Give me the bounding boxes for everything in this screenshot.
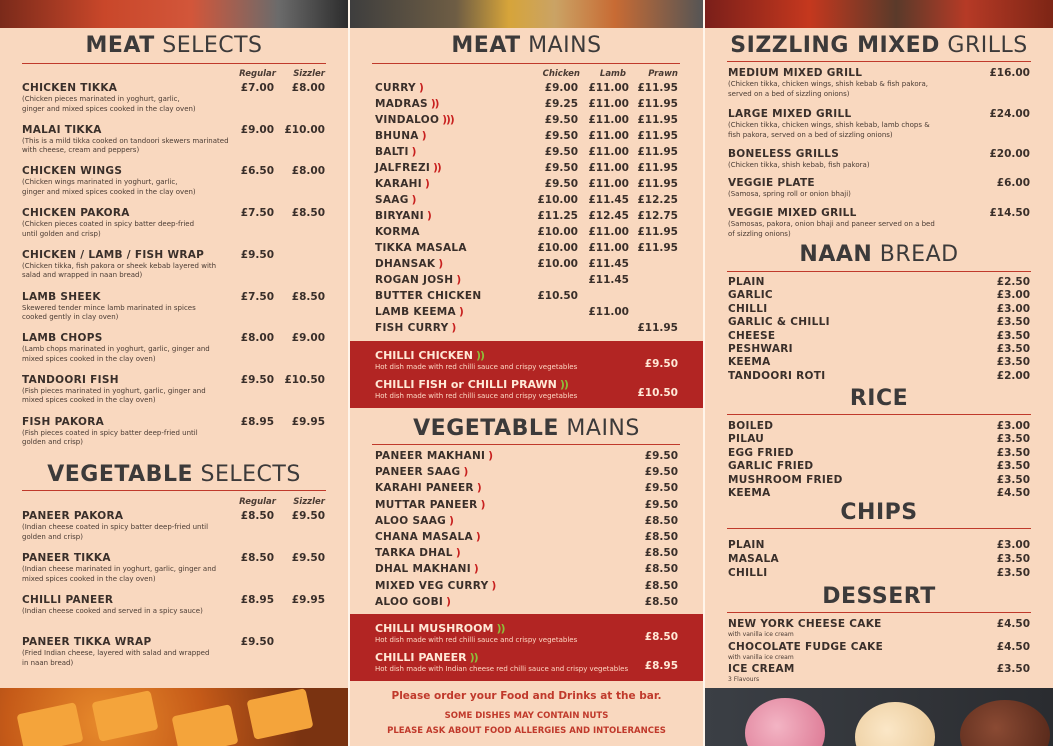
menu-item-name: CHICKEN WINGS xyxy=(22,165,123,178)
chilli-icon: ) xyxy=(456,274,461,286)
price: £2.00 xyxy=(996,369,1030,382)
menu-item-label: CHANA MASALA xyxy=(375,531,473,543)
special-description: Hot dish made with red chilli sauce and crispy vegetables xyxy=(375,363,578,371)
chilli-icon: ) xyxy=(491,579,496,592)
section-title-meat-selects: MEAT SELECTS xyxy=(85,33,263,58)
special-description: Hot dish made with red chilli sauce and crispy vegetables xyxy=(375,636,578,644)
price-lamb: £11.00 xyxy=(588,162,629,174)
section-title-vegetable-mains: VEGETABLE MAINS xyxy=(413,416,640,441)
price-regular: £8.50 xyxy=(240,510,274,522)
menu-item-description: (Chicken tikka, fish pakora or sheek kebab layered with salad and wrapped in naan bread) xyxy=(22,261,217,280)
menu-item-label: PANEER SAAG xyxy=(375,466,461,479)
chilli-icon: ) xyxy=(473,563,478,576)
price-regular: £8.95 xyxy=(240,594,274,606)
price-prawn: £11.95 xyxy=(637,82,678,94)
price: £6.00 xyxy=(996,177,1030,189)
menu-item-name: BONELESS GRILLS xyxy=(728,148,840,160)
price-sizzler: £9.50 xyxy=(291,510,325,522)
menu-item-label: DHAL MAKHANI xyxy=(375,563,471,576)
menu-item-description: with vanilla ice cream xyxy=(728,653,794,661)
price-prawn: £11.95 xyxy=(637,162,678,174)
price: £9.50 xyxy=(644,450,678,462)
divider xyxy=(727,612,1031,613)
menu-item-name: CHICKEN PAKORA xyxy=(22,207,130,220)
price: £3.50 xyxy=(996,473,1030,486)
food-photo-curry xyxy=(350,0,703,28)
menu-item-label: BIRYANI xyxy=(375,210,424,222)
section-title-dessert: DESSERT xyxy=(822,584,936,609)
menu-item-description: (Indian cheese marinated in yoghurt, garlic, ginger and mixed spices cooked in the clay oven) xyxy=(22,565,217,583)
menu-item-label: BUTTER CHICKEN xyxy=(375,290,482,302)
price: £3.00 xyxy=(996,302,1030,315)
price-prawn: £11.95 xyxy=(637,322,678,334)
chilli-icon: ) xyxy=(418,82,423,94)
section-title-vegetable-selects: VEGETABLE SELECTS xyxy=(47,462,301,487)
price-regular: £7.00 xyxy=(240,82,274,94)
menu-item-name: CHICKEN TIKKA xyxy=(22,82,118,94)
chilli-icon: )) xyxy=(469,651,478,664)
menu-item-label: PANEER MAKHANI xyxy=(375,450,486,462)
price-prawn: £11.95 xyxy=(637,226,678,238)
section-title-rice: RICE xyxy=(849,386,909,411)
menu-item-name: LARGE MIXED GRILL xyxy=(728,108,852,120)
food-photo-tandoori xyxy=(0,0,348,28)
price: £3.50 xyxy=(996,567,1030,579)
chilli-icon: ) xyxy=(449,514,453,527)
menu-item-name xyxy=(375,114,454,126)
price-lamb: £11.45 xyxy=(588,258,629,270)
special-price: £8.95 xyxy=(644,660,678,672)
price: £3.50 xyxy=(996,329,1030,342)
price-sizzler: £9.95 xyxy=(291,415,325,428)
menu-item-description: (Chicken tikka, chicken wings, shish kebab & fish pakora, served on a bed of sizzling onions) xyxy=(728,80,928,98)
price-lamb: £12.45 xyxy=(588,210,629,222)
price-regular: £9.50 xyxy=(240,636,274,648)
menu-item-label: DHANSAK xyxy=(375,258,436,270)
menu-item-name: LAMB SHEEK xyxy=(22,290,101,303)
menu-item-name: PILAU xyxy=(728,433,765,446)
menu-item-name: PANEER TIKKA xyxy=(22,552,111,564)
price-prawn: £11.95 xyxy=(637,98,678,110)
price: £16.00 xyxy=(989,67,1030,79)
column-header-prawn: Prawn xyxy=(648,69,678,79)
price: £9.50 xyxy=(644,466,678,479)
price-prawn: £11.95 xyxy=(637,130,678,142)
price-lamb: £11.00 xyxy=(588,178,629,190)
special-band xyxy=(350,614,703,681)
menu-item-name xyxy=(375,98,438,110)
menu-item-name: CHILLI xyxy=(728,567,768,579)
menu-item-name xyxy=(375,596,450,608)
menu-item-label: MIXED VEG CURRY xyxy=(375,579,489,592)
price-sizzler: £8.50 xyxy=(291,207,325,220)
menu-item-description: (Chicken pieces coated in spicy batter deep-fried until golden and crisp) xyxy=(22,220,195,238)
menu-item-label: SAAG xyxy=(375,194,409,206)
allergy-notice: PLEASE ASK ABOUT FOOD ALLERGIES AND INTOLERANCES xyxy=(387,726,666,736)
price: £3.00 xyxy=(996,420,1030,432)
menu-item-name xyxy=(375,563,478,575)
price: £4.50 xyxy=(996,487,1030,499)
chilli-icon: ) xyxy=(451,322,456,334)
divider xyxy=(727,528,1031,529)
chilli-icon: ) xyxy=(455,547,460,560)
divider xyxy=(22,63,326,64)
price-chicken: £10.00 xyxy=(537,242,578,254)
menu-item-name xyxy=(375,466,467,478)
menu-item-name xyxy=(375,130,426,142)
price: £8.50 xyxy=(644,531,678,543)
section-title-chips: CHIPS xyxy=(840,500,918,525)
menu-item-label: KARAHI PANEER xyxy=(375,482,474,495)
special-name xyxy=(375,378,568,391)
divider xyxy=(372,444,680,445)
menu-item-name xyxy=(375,258,442,270)
menu-item-name xyxy=(375,322,455,334)
price-lamb: £11.00 xyxy=(588,98,629,110)
menu-item-name: TANDOORI ROTI xyxy=(728,369,826,382)
chilli-icon: ) xyxy=(475,531,480,543)
menu-item-description: (Fish pieces coated in spicy batter deep-fried until golden and crisp) xyxy=(22,428,198,447)
menu-item-description: (Samosa, spring roll or onion bhaji) xyxy=(728,190,851,198)
chilli-icon: )) xyxy=(476,349,485,362)
special-label: CHILLI FISH or CHILLI PRAWN xyxy=(375,378,557,391)
nuts-notice: SOME DISHES MAY CONTAIN NUTS xyxy=(444,711,609,721)
menu-item-name xyxy=(375,450,492,462)
price-lamb: £11.00 xyxy=(588,82,629,94)
food-photo-grill xyxy=(705,0,1053,28)
price: £8.50 xyxy=(644,547,678,560)
price: £3.50 xyxy=(996,356,1030,369)
divider xyxy=(372,63,680,64)
price-sizzler: £9.50 xyxy=(291,552,325,564)
chilli-icon: ))) xyxy=(442,114,454,126)
price: £8.50 xyxy=(644,579,678,592)
price-chicken: £9.25 xyxy=(544,98,578,110)
menu-item-label: TARKA DHAL xyxy=(375,547,453,560)
divider xyxy=(727,61,1031,62)
price-lamb: £11.00 xyxy=(588,242,629,254)
menu-item-description: (Chicken tikka, shish kebab, fish pakora) xyxy=(728,161,870,169)
menu-item-name: GARLIC FRIED xyxy=(728,460,814,473)
menu-item-description: Skewered tender mince lamb marinated in spices cooked gently in clay oven) xyxy=(22,303,196,321)
price-chicken: £11.25 xyxy=(537,210,578,222)
price-regular: £6.50 xyxy=(240,165,274,178)
chilli-icon: ) xyxy=(458,306,463,318)
menu-item-description: (Chicken pieces marinated in yoghurt, garlic, ginger and mixed spices cooked in the clay oven) xyxy=(22,95,196,113)
menu-item-description: 3 Flavours xyxy=(728,676,760,683)
menu-item-label: FISH CURRY xyxy=(375,322,449,334)
menu-item-name: EGG FRIED xyxy=(728,446,794,459)
price-sizzler: £10.00 xyxy=(284,123,325,136)
price-lamb: £11.00 xyxy=(588,146,629,158)
menu-item-label: TIKKA MASALA xyxy=(375,242,467,254)
column-header-regular: Regular xyxy=(239,497,276,507)
menu-item-label: KORMA xyxy=(375,226,420,238)
price-lamb: £11.00 xyxy=(588,114,629,126)
price-chicken: £9.50 xyxy=(544,114,578,126)
price: £3.00 xyxy=(996,289,1030,302)
menu-item-name xyxy=(375,274,460,286)
price-chicken: £10.00 xyxy=(537,194,578,206)
price: £8.50 xyxy=(644,563,678,576)
menu-item-name: KEEMA xyxy=(728,487,771,499)
chilli-icon: )) xyxy=(496,622,505,635)
menu-item-name: MALAI TIKKA xyxy=(22,123,102,136)
menu-item-name: ICE CREAM xyxy=(728,663,795,675)
menu-item-name: NEW YORK CHEESE CAKE xyxy=(728,618,882,630)
section-title-sizzling-mixed-grills: SIZZLING MIXED GRILLS xyxy=(730,33,1028,58)
column-header-sizzler: Sizzler xyxy=(293,497,325,507)
chilli-icon: )) xyxy=(430,98,439,110)
special-band xyxy=(350,341,703,408)
divider xyxy=(727,271,1031,272)
food-photo-paneer xyxy=(0,688,348,746)
chilli-icon: )) xyxy=(559,378,568,391)
special-label: CHILLI PANEER xyxy=(375,651,467,664)
menu-item-name: BOILED xyxy=(728,420,774,432)
price-regular: £8.50 xyxy=(240,552,274,564)
price: £4.50 xyxy=(996,618,1030,630)
price-chicken: £9.50 xyxy=(544,178,578,190)
menu-item-name xyxy=(375,82,423,94)
menu-item-name: VEGGIE MIXED GRILL xyxy=(728,207,857,219)
menu-item-label: ROGAN JOSH xyxy=(375,274,454,286)
menu-item-name: VEGGIE PLATE xyxy=(728,177,815,189)
price: £14.50 xyxy=(989,207,1030,219)
column-header-lamb: Lamb xyxy=(599,69,626,79)
column-header-chicken: Chicken xyxy=(542,69,580,79)
menu-item-name xyxy=(375,482,481,494)
price: £3.50 xyxy=(996,460,1030,473)
special-label: CHILLI MUSHROOM xyxy=(375,622,494,635)
menu-item-name: TANDOORI FISH xyxy=(22,373,119,386)
menu-item-name: CHEESE xyxy=(728,329,776,342)
menu-item-label: CURRY xyxy=(375,82,416,94)
menu-item-name: CHILLI PANEER xyxy=(22,594,114,606)
menu-item-name: PLAIN xyxy=(728,276,765,288)
menu-item-label: MADRAS xyxy=(375,98,428,110)
chilli-icon: ) xyxy=(446,595,450,608)
menu-item-name xyxy=(375,515,453,527)
menu-item-description: (Fish pieces marinated in yoghurt, garlic, ginger and mixed spices cooked in the clay oven) xyxy=(22,386,206,405)
price-lamb: £11.45 xyxy=(588,274,629,286)
menu-item-name xyxy=(375,146,415,158)
chilli-icon: ) xyxy=(421,130,426,142)
price-sizzler: £9.95 xyxy=(291,594,325,606)
special-price: £10.50 xyxy=(637,387,678,399)
price-regular: £9.00 xyxy=(240,123,274,136)
menu-item-label: VINDALOO xyxy=(375,114,440,126)
special-name xyxy=(375,349,484,362)
price-prawn: £12.75 xyxy=(637,210,678,222)
price: £20.00 xyxy=(989,148,1030,160)
price-chicken: £9.50 xyxy=(544,162,578,174)
price-sizzler: £10.50 xyxy=(284,373,325,386)
price-chicken: £9.50 xyxy=(544,146,578,158)
menu-item-description: (Chicken wings marinated in yoghurt, garlic, ginger and mixed spices cooked in the clay oven) xyxy=(22,178,196,196)
chilli-icon: ) xyxy=(411,146,416,158)
menu-item-name: MUSHROOM FRIED xyxy=(728,473,843,486)
menu-item-description: (Indian cheese coated in spicy batter deep-fried until golden and crisp) xyxy=(22,523,209,541)
price: £8.50 xyxy=(644,595,678,608)
menu-item-label: ALOO SAAG xyxy=(375,514,447,527)
price: £3.50 xyxy=(996,446,1030,459)
chilli-icon: )) xyxy=(433,162,441,174)
price-chicken: £10.00 xyxy=(537,258,578,270)
chilli-icon: ) xyxy=(426,210,431,222)
price: £3.50 xyxy=(996,553,1030,565)
price-regular: £9.50 xyxy=(240,373,274,386)
menu-item-name xyxy=(375,226,420,238)
menu-item-description: with vanilla ice cream xyxy=(728,631,794,638)
price-sizzler: £9.00 xyxy=(291,332,325,345)
menu-item-label: ALOO GOBI xyxy=(375,595,444,608)
price-prawn: £11.95 xyxy=(637,114,678,126)
price-sizzler: £8.50 xyxy=(291,290,325,303)
divider xyxy=(22,490,326,491)
order-notice: Please order your Food and Drinks at the bar. xyxy=(391,690,662,702)
divider xyxy=(727,414,1031,415)
menu-item-name: KEEMA xyxy=(728,356,771,369)
menu-item-name xyxy=(375,194,415,206)
price-lamb: £11.00 xyxy=(588,130,629,142)
menu-item-name: PESHWARI xyxy=(728,343,793,355)
menu-item-name xyxy=(375,242,467,254)
price: £3.50 xyxy=(996,316,1030,329)
special-name xyxy=(375,622,505,635)
menu-item-description: (Chicken tikka, chicken wings, shish kebab, lamb chops & fish pakora, served on a bed of sizzling onions) xyxy=(728,121,930,139)
chilli-icon: ) xyxy=(424,178,429,190)
menu-item-name: CHICKEN / LAMB / FISH WRAP xyxy=(22,248,205,261)
chilli-icon: ) xyxy=(463,466,468,479)
menu-item-name: PLAIN xyxy=(728,539,765,551)
menu-item-name: PANEER PAKORA xyxy=(22,510,124,522)
menu-item-name: LAMB CHOPS xyxy=(22,332,103,345)
menu-item-name: GARLIC xyxy=(728,289,773,302)
menu-item-name: FISH PAKORA xyxy=(22,415,105,428)
menu-item-name: MASALA xyxy=(728,553,779,565)
menu-item-label: BALTI xyxy=(375,146,409,158)
price-chicken: £9.00 xyxy=(544,82,578,94)
price: £9.50 xyxy=(644,482,678,495)
price: £2.50 xyxy=(996,276,1030,288)
price-regular: £8.00 xyxy=(240,332,274,345)
section-title-meat-mains: MEAT MAINS xyxy=(451,33,602,58)
menu-item-label: BHUNA xyxy=(375,130,419,142)
menu-item-name: CHILLI xyxy=(728,302,768,315)
price-chicken: £10.00 xyxy=(537,226,578,238)
menu-item-name xyxy=(375,178,429,190)
price: £3.50 xyxy=(996,433,1030,446)
menu-item-label: LAMB KEEMA xyxy=(375,306,456,318)
menu-item-name xyxy=(375,580,495,592)
column-header-sizzler: Sizzler xyxy=(293,69,325,79)
food-photo-ice-cream xyxy=(705,688,1053,746)
price: £24.00 xyxy=(989,108,1030,120)
menu-item-label: KARAHI xyxy=(375,178,422,190)
menu-item-name: CHOCOLATE FUDGE CAKE xyxy=(728,640,884,653)
price-lamb: £11.00 xyxy=(588,226,629,238)
chilli-icon: ) xyxy=(438,258,443,270)
special-description: Hot dish made with Indian cheese red chilli sauce and crispy vegetables xyxy=(375,665,629,673)
price-sizzler: £8.00 xyxy=(291,165,325,178)
special-price: £9.50 xyxy=(644,358,678,370)
price-prawn: £11.95 xyxy=(637,178,678,190)
menu-item-description: (Fried Indian cheese, layered with salad and wrapped in naan bread) xyxy=(22,649,210,667)
price: £8.50 xyxy=(644,514,678,527)
price-prawn: £12.25 xyxy=(637,194,678,206)
menu-item-name: PANEER TIKKA WRAP xyxy=(22,636,152,648)
menu-item-name xyxy=(375,210,431,222)
menu-item-label: MUTTAR PANEER xyxy=(375,498,478,511)
menu-item-name xyxy=(375,306,463,318)
price-prawn: £11.95 xyxy=(637,242,678,254)
special-name xyxy=(375,651,478,664)
price: £3.50 xyxy=(996,343,1030,355)
special-price: £8.50 xyxy=(644,631,678,643)
price-regular: £9.50 xyxy=(240,248,274,261)
price: £3.50 xyxy=(996,663,1030,675)
price-lamb: £11.00 xyxy=(588,306,629,318)
price-regular: £7.50 xyxy=(240,290,274,303)
menu-item-name: GARLIC & CHILLI xyxy=(728,316,830,329)
price-sizzler: £8.00 xyxy=(291,82,325,94)
price-regular: £7.50 xyxy=(240,207,274,220)
chilli-icon: ) xyxy=(480,498,485,511)
column-header-regular: Regular xyxy=(239,69,276,79)
special-label: CHILLI CHICKEN xyxy=(375,349,474,362)
chilli-icon: ) xyxy=(488,450,493,462)
menu-item-name xyxy=(375,290,481,302)
menu-item-description: (This is a mild tikka cooked on tandoori skewers marinated with cheese, cream and peppers) xyxy=(22,136,229,155)
special-description: Hot dish made with red chilli sauce and crispy vegetables xyxy=(375,392,578,400)
price: £3.00 xyxy=(996,539,1030,551)
price-regular: £8.95 xyxy=(240,415,274,428)
price-chicken: £9.50 xyxy=(544,130,578,142)
menu-item-description: (Indian cheese cooked and served in a spicy sauce) xyxy=(22,607,203,615)
menu-item-description: (Lamb chops marinated in yoghurt, garlic, ginger and mixed spices cooked in the clay oven) xyxy=(22,345,210,363)
price: £9.50 xyxy=(644,498,678,511)
section-title-naan-bread: NAAN BREAD xyxy=(799,242,959,267)
price-chicken: £10.50 xyxy=(537,290,578,302)
menu-item-name xyxy=(375,162,441,174)
menu-item-name xyxy=(375,499,484,511)
menu-item-description: (Samosas, pakora, onion bhaji and paneer served on a bed of sizzling onions) xyxy=(728,220,935,238)
menu-item-name: MEDIUM MIXED GRILL xyxy=(728,67,863,79)
menu-item-name xyxy=(375,531,480,543)
price-lamb: £11.45 xyxy=(588,194,629,206)
chilli-icon: ) xyxy=(411,194,416,206)
menu-item-name xyxy=(375,547,460,559)
price-prawn: £11.95 xyxy=(637,146,678,158)
price: £4.50 xyxy=(996,640,1030,653)
chilli-icon: ) xyxy=(476,482,481,495)
menu-item-label: JALFREZI xyxy=(375,162,431,174)
